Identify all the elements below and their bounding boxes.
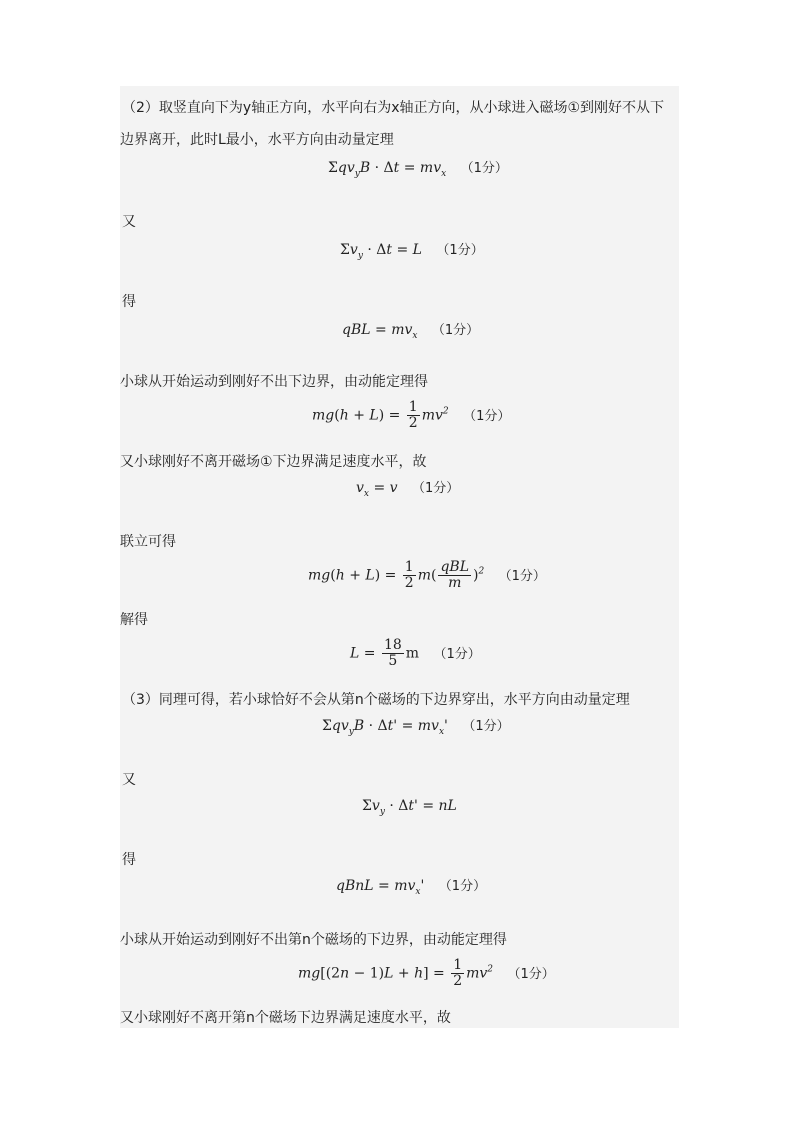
text-jiede: 解得: [120, 612, 148, 628]
text-ball-energy-1: 小球从开始运动到刚好不出下边界，由动能定理得: [120, 374, 428, 390]
equation-vx-v: $v_x = v$ （1分）: [356, 480, 460, 499]
text-ball-energy-2: 小球从开始运动到刚好不出第n个磁场的下边界，由动能定理得: [120, 932, 507, 948]
equation-momentum-sum: $\Sigma qv_yB \cdot \Delta t = mv_x$ （1分）: [328, 160, 508, 179]
score-label: （1分）: [463, 408, 511, 424]
score-label: （1分）: [460, 161, 508, 176]
score-label: （1分）: [436, 243, 484, 258]
equation-qbl: qBL = $mv_x$ （1分）: [342, 322, 480, 341]
text-de-2: 得: [122, 852, 136, 868]
text-again-1: 又小球刚好不离开磁场①下边界满足速度水平，故: [120, 454, 427, 470]
score-label: （1分）: [507, 966, 555, 982]
part2-intro-line1: （2）取竖直向下为y轴正方向，水平向右为x轴正方向，从小球进入磁场①到刚好不从下: [122, 100, 665, 116]
text-lianli: 联立可得: [120, 534, 176, 550]
equation-qbnl: qBnL = $mv_x'$ （1分）: [336, 878, 487, 897]
equation-displacement-sum: $\Sigma v_y \cdot \Delta t = L$ （1分）: [340, 242, 484, 261]
equation-displacement-sum-n: $\Sigma v_y \cdot \Delta t'$ = nL: [362, 798, 457, 817]
text-again-2: 又小球刚好不离开第n个磁场下边界满足速度水平，故: [120, 1010, 451, 1026]
part2-intro-line2: 边界离开，此时L最小，水平方向由动量定理: [120, 132, 394, 148]
score-label: （1分）: [498, 568, 546, 584]
score-label: （1分）: [462, 719, 510, 734]
score-label: （1分）: [431, 323, 480, 338]
text-de-1: 得: [122, 294, 136, 310]
equation-energy-n: mg[(2n − 1)L + h] = $\frac{1}{2}$ $mv^2$ （1分）: [298, 957, 555, 989]
text-you-2: 又: [122, 772, 136, 788]
score-label: （1分）: [433, 646, 481, 662]
equation-L-result: L = $\frac{18}{5}$ m （1分）: [350, 637, 481, 669]
part3-intro: （3）同理可得，若小球恰好不会从第n个磁场的下边界穿出，水平方向由动量定理: [122, 692, 630, 708]
equation-combined: mg(h + L) = $\frac{1}{2}$ m( $\frac{\text{qBL}}{m}$ )$^2$ （1分）: [308, 559, 546, 591]
equation-momentum-sum-n: $\Sigma qv_yB \cdot \Delta t' = mv_x'$ （1分）: [322, 718, 510, 737]
text-you-1: 又: [122, 214, 136, 230]
score-label: （1分）: [412, 481, 460, 496]
equation-energy-1: mg(h + L) = $\frac{1}{2}$ $mv^2$ （1分）: [312, 399, 511, 431]
score-label: （1分）: [438, 879, 487, 894]
